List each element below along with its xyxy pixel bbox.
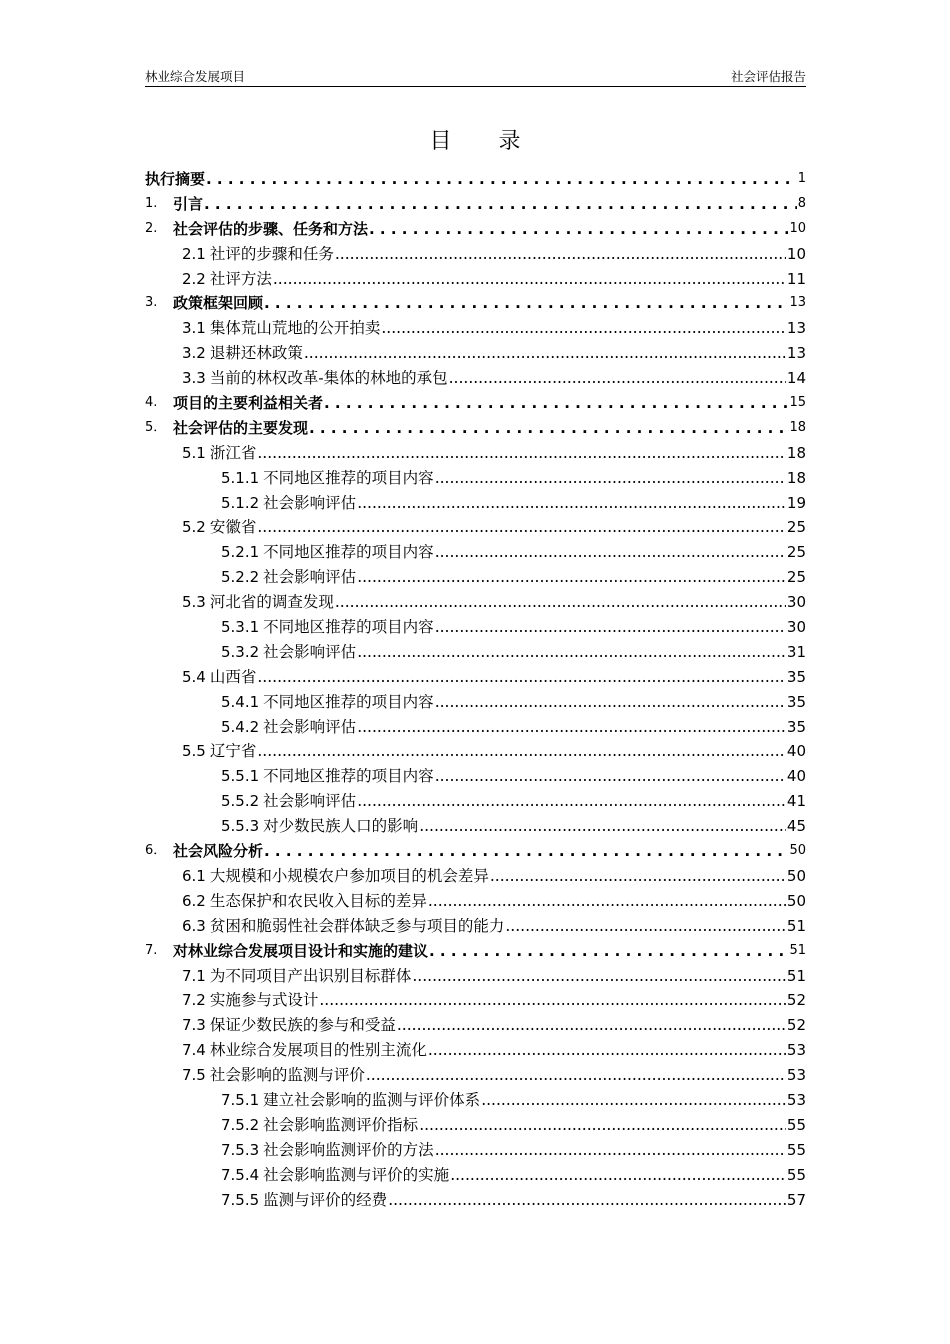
toc-entry[interactable] xyxy=(145,739,806,764)
toc-dot-leader xyxy=(257,739,786,764)
toc-entry-page-number: 18 xyxy=(789,419,806,435)
toc-entry-page-number: 53 xyxy=(786,1066,806,1085)
toc-entry-page-number: 51 xyxy=(786,916,806,935)
toc-entry[interactable] xyxy=(145,889,806,914)
toc-entry-label: 林业综合发展项目的性别主流化 xyxy=(209,1041,427,1060)
toc-entry-page-number: 51 xyxy=(789,942,806,958)
toc-entry-page-number: 30 xyxy=(786,618,806,637)
toc-entry-number: 7. xyxy=(145,942,158,958)
toc-entry[interactable] xyxy=(145,864,806,889)
toc-dot-leader xyxy=(397,1013,786,1038)
toc-entry-number: 4. xyxy=(145,395,158,411)
toc-entry-page-number: 14 xyxy=(786,369,806,388)
table-of-contents xyxy=(145,167,806,1212)
toc-entry-page-number: 19 xyxy=(786,493,806,512)
toc-entry[interactable] xyxy=(145,715,806,740)
toc-entry-page-number: 53 xyxy=(786,1090,806,1109)
toc-entry[interactable] xyxy=(145,441,806,466)
toc-entry[interactable] xyxy=(145,242,806,267)
toc-entry-number: 2. xyxy=(145,220,158,236)
toc-entry-label: 保证少数民族的参与和受益 xyxy=(209,1016,396,1035)
toc-entry[interactable] xyxy=(145,515,806,540)
toc-entry[interactable] xyxy=(145,192,806,217)
toc-entry[interactable] xyxy=(145,1063,806,1088)
toc-entry[interactable] xyxy=(145,565,806,590)
toc-dot-leader xyxy=(357,715,786,740)
toc-entry-page-number: 15 xyxy=(789,395,806,411)
toc-entry-number: 7.5.4 xyxy=(221,1165,260,1184)
toc-entry-page-number: 52 xyxy=(786,991,806,1010)
toc-entry[interactable] xyxy=(145,1038,806,1063)
toc-dot-leader xyxy=(357,491,786,516)
toc-entry[interactable] xyxy=(145,1163,806,1188)
toc-dot-leader xyxy=(435,1138,786,1163)
toc-entry-number: 7.5.3 xyxy=(221,1140,260,1159)
toc-entry-number: 5.3.2 xyxy=(221,642,260,661)
toc-entry-page-number: 55 xyxy=(786,1165,806,1184)
toc-entry[interactable] xyxy=(145,416,806,441)
toc-entry-number: 3.3 xyxy=(182,369,206,388)
toc-entry-label: 执行摘要 xyxy=(145,170,206,188)
toc-entry-label: 社会影响监测与评价的实施 xyxy=(263,1165,450,1184)
toc-entry[interactable] xyxy=(145,267,806,292)
toc-dot-leader xyxy=(264,839,788,864)
toc-entry-page-number: 40 xyxy=(786,742,806,761)
toc-dot-leader xyxy=(388,1188,786,1213)
toc-entry-label: 社评的步骤和任务 xyxy=(209,244,334,263)
toc-entry-label: 引言 xyxy=(173,194,204,213)
toc-entry-label: 对林业综合发展项目设计和实施的建议 xyxy=(173,941,429,960)
toc-entry[interactable] xyxy=(145,291,806,316)
toc-entry-number: 6.2 xyxy=(182,891,206,910)
toc-dot-leader xyxy=(435,540,786,565)
toc-dot-leader xyxy=(419,1113,786,1138)
toc-entry-number: 5． xyxy=(145,419,167,435)
toc-dot-leader xyxy=(481,1088,786,1113)
toc-entry-label: 当前的林权改革-集体的林地的承包 xyxy=(209,369,448,388)
toc-entry-label: 政策框架回顾 xyxy=(173,294,264,313)
toc-entry-number: 7.5.1 xyxy=(221,1090,260,1109)
toc-entry-number: 1. xyxy=(145,195,158,211)
toc-entry-page-number: 35 xyxy=(786,667,806,686)
toc-entry[interactable] xyxy=(145,540,806,565)
toc-entry[interactable] xyxy=(145,914,806,939)
toc-entry-label: 为不同项目产出识别目标群体 xyxy=(209,966,412,985)
page-title: 目 录 xyxy=(429,129,541,154)
toc-entry[interactable] xyxy=(145,1013,806,1038)
toc-entry-label: 社会影响监测评价指标 xyxy=(263,1115,419,1134)
toc-entry[interactable] xyxy=(145,1113,806,1138)
toc-dot-leader xyxy=(381,316,786,341)
toc-entry-label: 不同地区推荐的项目内容 xyxy=(263,468,434,487)
toc-dot-leader xyxy=(490,864,786,889)
toc-entry-page-number: 35 xyxy=(786,692,806,711)
toc-entry-number: 6.1 xyxy=(182,866,206,885)
toc-entry-number: 5.5.3 xyxy=(221,817,260,836)
toc-dot-leader xyxy=(335,242,786,267)
toc-entry-label: 不同地区推荐的项目内容 xyxy=(263,692,434,711)
toc-dot-leader xyxy=(273,267,786,292)
toc-entry[interactable] xyxy=(145,1088,806,1113)
toc-entry-label: 社会影响监测评价的方法 xyxy=(263,1140,434,1159)
toc-entry-label: 河北省的调查发现 xyxy=(209,593,334,612)
toc-entry-page-number: 50 xyxy=(786,891,806,910)
toc-entry-number: 3.1 xyxy=(182,319,206,338)
toc-entry-number: 7.5.2 xyxy=(221,1115,260,1134)
toc-entry[interactable] xyxy=(145,341,806,366)
toc-entry-number: 2.1 xyxy=(182,244,206,263)
toc-entry-page-number: 51 xyxy=(786,966,806,985)
toc-dot-leader xyxy=(206,167,797,192)
toc-entry[interactable] xyxy=(145,964,806,989)
toc-entry-label: 对少数民族人口的影响 xyxy=(263,817,419,836)
header-report-name: 社会评估报告 xyxy=(730,69,806,84)
toc-entry[interactable] xyxy=(145,391,806,416)
toc-entry-page-number: 1 xyxy=(797,171,806,186)
toc-dot-leader xyxy=(264,291,788,316)
toc-entry-page-number: 31 xyxy=(786,642,806,661)
toc-entry-label: 安徽省 xyxy=(209,518,257,537)
toc-dot-leader xyxy=(257,665,786,690)
toc-dot-leader xyxy=(357,640,786,665)
toc-dot-leader xyxy=(435,615,786,640)
toc-entry-number: 5.4.2 xyxy=(221,717,260,736)
toc-entry[interactable] xyxy=(145,690,806,715)
toc-entry-number: 3.2 xyxy=(182,344,206,363)
toc-entry-page-number: 50 xyxy=(786,866,806,885)
toc-entry[interactable] xyxy=(145,665,806,690)
toc-entry-number: 5.3 xyxy=(182,593,206,612)
toc-dot-leader xyxy=(505,914,786,939)
toc-entry-page-number: 52 xyxy=(786,1016,806,1035)
toc-entry-label: 退耕还林政策 xyxy=(209,344,303,363)
toc-entry-number: 5.3.1 xyxy=(221,618,260,637)
toc-entry-label: 生态保护和农民收入目标的差异 xyxy=(209,891,427,910)
toc-entry-label: 社会影响评估 xyxy=(263,792,357,811)
toc-entry-number: 6． xyxy=(145,843,167,859)
toc-entry-page-number: 55 xyxy=(786,1115,806,1134)
toc-entry[interactable] xyxy=(145,466,806,491)
toc-entry-label: 社会评估的步骤、任务和方法 xyxy=(173,219,369,238)
toc-entry-label: 监测与评价的经费 xyxy=(263,1190,388,1209)
toc-entry-number: 5.5.2 xyxy=(221,792,260,811)
toc-entry-number: 2.2 xyxy=(182,269,206,288)
toc-entry-label: 社会评估的主要发现 xyxy=(173,418,309,437)
toc-dot-leader xyxy=(335,590,786,615)
toc-entry-label: 大规模和小规模农户参加项目的机会差异 xyxy=(209,866,489,885)
toc-entry-page-number: 57 xyxy=(786,1190,806,1209)
toc-dot-leader xyxy=(412,964,786,989)
toc-entry-page-number: 40 xyxy=(786,767,806,786)
toc-dot-leader xyxy=(435,690,786,715)
toc-entry-page-number: 35 xyxy=(786,717,806,736)
toc-entry-number: 5.1.1 xyxy=(221,468,260,487)
toc-entry-label: 项目的主要利益相关者 xyxy=(173,394,324,413)
toc-dot-leader xyxy=(428,1038,786,1063)
toc-entry[interactable] xyxy=(145,988,806,1013)
toc-dot-leader xyxy=(429,939,788,964)
toc-entry-number: 7.5.5 xyxy=(221,1190,260,1209)
toc-entry-label: 社评方法 xyxy=(209,269,272,288)
toc-entry-page-number: 50 xyxy=(789,843,806,859)
toc-dot-leader xyxy=(204,192,797,217)
toc-dot-leader xyxy=(257,441,786,466)
toc-entry-number: 5.4.1 xyxy=(221,692,260,711)
toc-entry-page-number: 10 xyxy=(789,220,806,236)
toc-entry-number: 5.5 xyxy=(182,742,206,761)
toc-entry[interactable] xyxy=(145,640,806,665)
toc-entry-number: 3. xyxy=(145,295,158,311)
toc-entry-number: 7.4 xyxy=(182,1041,206,1060)
toc-entry-number: 6.3 xyxy=(182,916,206,935)
toc-entry[interactable] xyxy=(145,590,806,615)
toc-entry-page-number: 18 xyxy=(786,468,806,487)
toc-entry-label: 社会影响评估 xyxy=(263,642,357,661)
toc-entry-label: 集体荒山荒地的公开拍卖 xyxy=(209,319,381,338)
header-project-name: 林业综合发展项目 xyxy=(145,69,246,84)
toc-entry-page-number: 30 xyxy=(786,593,806,612)
toc-dot-leader xyxy=(309,416,788,441)
toc-entry[interactable] xyxy=(145,1188,806,1213)
toc-entry[interactable] xyxy=(145,366,806,391)
toc-entry-number: 5.4 xyxy=(182,667,206,686)
toc-entry-page-number: 13 xyxy=(786,344,806,363)
toc-entry-label: 山西省 xyxy=(209,667,257,686)
toc-entry-number: 5.5.1 xyxy=(221,767,260,786)
toc-entry-label: 浙江省 xyxy=(209,443,257,462)
toc-entry-number: 7.2 xyxy=(182,991,206,1010)
toc-entry-label: 不同地区推荐的项目内容 xyxy=(263,618,434,637)
toc-entry-label: 不同地区推荐的项目内容 xyxy=(263,543,434,562)
toc-entry[interactable] xyxy=(145,939,806,964)
toc-entry-page-number: 18 xyxy=(786,443,806,462)
toc-dot-leader xyxy=(428,889,786,914)
toc-entry-number: 5.1.2 xyxy=(221,493,260,512)
toc-entry-label: 建立社会影响的监测与评价体系 xyxy=(263,1090,481,1109)
toc-dot-leader xyxy=(366,1063,786,1088)
toc-dot-leader xyxy=(357,789,786,814)
toc-entry-number: 5.2.1 xyxy=(221,543,260,562)
toc-dot-leader xyxy=(449,366,786,391)
toc-entry-page-number: 25 xyxy=(786,568,806,587)
toc-entry[interactable] xyxy=(145,814,806,839)
toc-entry[interactable] xyxy=(145,217,806,242)
toc-entry-page-number: 25 xyxy=(786,543,806,562)
toc-entry-number: 5.2.2 xyxy=(221,568,260,587)
toc-dot-leader xyxy=(435,466,786,491)
toc-entry-page-number: 11 xyxy=(786,269,806,288)
toc-entry-page-number: 13 xyxy=(789,295,806,311)
toc-entry[interactable] xyxy=(145,839,806,864)
toc-entry-page-number: 10 xyxy=(786,244,806,263)
toc-entry-page-number: 25 xyxy=(786,518,806,537)
toc-entry-number: 7.5 xyxy=(182,1066,206,1085)
toc-entry-number: 7.1 xyxy=(182,966,206,985)
toc-entry-label: 社会影响的监测与评价 xyxy=(209,1066,365,1085)
toc-dot-leader xyxy=(435,764,786,789)
toc-entry[interactable] xyxy=(145,764,806,789)
toc-entry-label: 社会影响评估 xyxy=(263,493,357,512)
toc-entry[interactable] xyxy=(145,167,806,192)
toc-entry-label: 辽宁省 xyxy=(209,742,257,761)
toc-entry-page-number: 45 xyxy=(786,817,806,836)
toc-entry[interactable] xyxy=(145,1138,806,1163)
toc-entry-number: 5.2 xyxy=(182,518,206,537)
toc-dot-leader xyxy=(369,217,788,242)
toc-entry[interactable] xyxy=(145,316,806,341)
toc-dot-leader xyxy=(357,565,786,590)
toc-entry-page-number: 13 xyxy=(786,319,806,338)
toc-entry[interactable] xyxy=(145,789,806,814)
toc-entry[interactable] xyxy=(145,615,806,640)
toc-entry-page-number: 55 xyxy=(786,1140,806,1159)
toc-dot-leader xyxy=(304,341,786,366)
toc-entry-page-number: 8 xyxy=(797,195,806,211)
toc-entry-label: 贫困和脆弱性社会群体缺乏参与项目的能力 xyxy=(209,916,505,935)
toc-entry-label: 社会影响评估 xyxy=(263,568,357,587)
toc-entry[interactable] xyxy=(145,491,806,516)
toc-dot-leader xyxy=(450,1163,786,1188)
toc-entry-label: 社会风险分析 xyxy=(173,842,264,861)
toc-entry-label: 实施参与式设计 xyxy=(209,991,319,1010)
toc-dot-leader xyxy=(419,814,786,839)
page-header xyxy=(145,66,806,87)
toc-entry-label: 不同地区推荐的项目内容 xyxy=(263,767,434,786)
toc-entry-page-number: 41 xyxy=(786,792,806,811)
toc-dot-leader xyxy=(257,515,786,540)
toc-dot-leader xyxy=(319,988,786,1013)
toc-entry-label: 社会影响评估 xyxy=(263,717,357,736)
toc-entry-number: 7.3 xyxy=(182,1016,206,1035)
toc-dot-leader xyxy=(324,391,788,416)
toc-entry-page-number: 53 xyxy=(786,1041,806,1060)
toc-entry-number: 5.1 xyxy=(182,443,206,462)
